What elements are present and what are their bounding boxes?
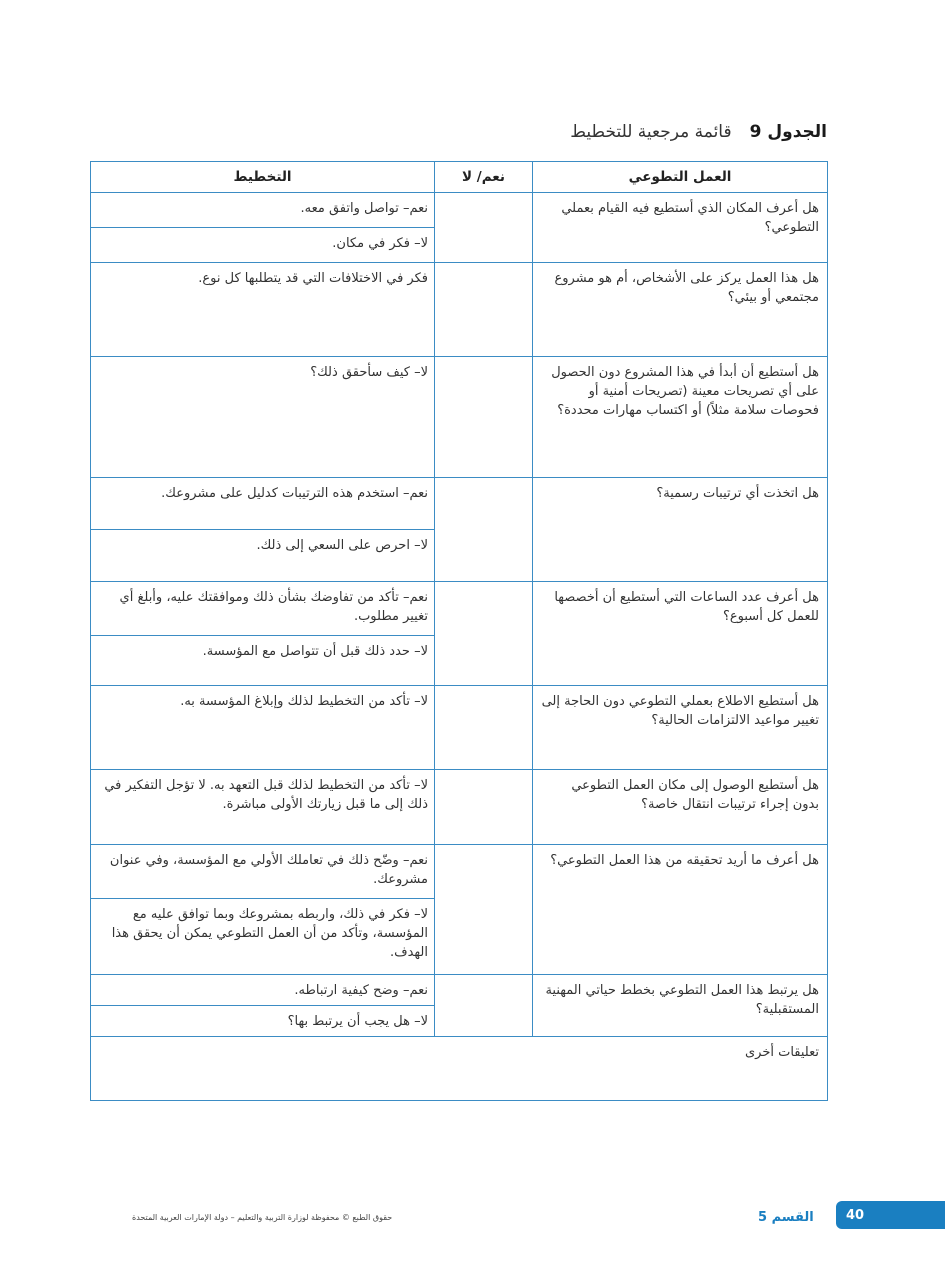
header-volunteer-work: العمل التطوعي xyxy=(533,162,828,193)
plan-cell: لا– حدد ذلك قبل أن تتواصل مع المؤسسة. xyxy=(91,636,435,686)
other-comments-cell[interactable]: تعليقات أخرى xyxy=(91,1037,828,1101)
question-cell: هل أعرف ما أريد تحقيقه من هذا العمل التطوعي؟ xyxy=(533,845,828,975)
question-cell: هل هذا العمل يركز على الأشخاص، أم هو مشروع مجتمعي أو بيئي؟ xyxy=(533,263,828,357)
yes-no-cell[interactable] xyxy=(435,582,533,686)
question-cell: هل أعرف المكان الذي أستطيع فيه القيام بعملي التطوعي؟ xyxy=(533,193,828,263)
plan-cell: فكر في الاختلافات التي قد يتطلبها كل نوع. xyxy=(91,263,435,357)
question-cell: هل أستطيع الوصول إلى مكان العمل التطوعي بدون إجراء ترتيبات انتقال خاصة؟ xyxy=(533,770,828,845)
planning-checklist-table xyxy=(90,161,828,1101)
plan-cell: نعم– استخدم هذه الترتيبات كدليل على مشروعك. xyxy=(91,478,435,530)
header-row xyxy=(91,162,828,193)
table-label: الجدول 9 xyxy=(749,122,827,142)
yes-no-cell[interactable] xyxy=(435,263,533,357)
yes-no-cell[interactable] xyxy=(435,770,533,845)
question-cell: هل أستطيع أن أبدأ في هذا المشروع دون الحصول على أي تصريحات معينة (تصريحات أمنية أو فحوصات سلامة مثلاً) أو اكتساب مهارات محددة؟ xyxy=(533,357,828,478)
question-cell: هل أعرف عدد الساعات التي أستطيع أن أخصصها للعمل كل أسبوع؟ xyxy=(533,582,828,686)
table-row xyxy=(91,770,828,845)
table-row xyxy=(91,478,828,530)
plan-cell: نعم– وضح كيفية ارتباطه. xyxy=(91,975,435,1006)
table-row xyxy=(91,686,828,770)
plan-cell: نعم– تأكد من تفاوضك بشأن ذلك وموافقتك عليه، وأبلغ أي تغيير مطلوب. xyxy=(91,582,435,636)
table-row xyxy=(91,263,828,357)
plan-cell: لا– هل يجب أن يرتبط بها؟ xyxy=(91,1006,435,1037)
copyright-notice: حقوق الطبع © محفوظة لوزارة التربية والتعليم – دولة الإمارات العربية المتحدة xyxy=(132,1213,393,1222)
plan-cell: لا– كيف سأحقق ذلك؟ xyxy=(91,357,435,478)
plan-cell: لا– فكر في مكان. xyxy=(91,228,435,263)
plan-cell: لا– تأكد من التخطيط لذلك وإبلاغ المؤسسة به. xyxy=(91,686,435,770)
yes-no-cell[interactable] xyxy=(435,686,533,770)
yes-no-cell[interactable] xyxy=(435,845,533,975)
header-yes-no: نعم/ لا xyxy=(435,162,533,193)
yes-no-cell[interactable] xyxy=(435,478,533,582)
table-row xyxy=(91,582,828,636)
table-title: قائمة مرجعية للتخطيط xyxy=(570,122,732,142)
section-label: القسم 5 xyxy=(758,1210,814,1225)
table-row xyxy=(91,845,828,899)
yes-no-cell[interactable] xyxy=(435,193,533,263)
yes-no-cell[interactable] xyxy=(435,357,533,478)
comments-row xyxy=(91,1037,828,1101)
table-row xyxy=(91,193,828,228)
table-caption xyxy=(570,122,827,142)
header-planning: التخطيط xyxy=(91,162,435,193)
plan-cell: لا– فكر في ذلك، واربطه بمشروعك وبما توافق عليه مع المؤسسة، وتأكد من أن العمل التطوعي يمكن أن يحقق هذا الهدف. xyxy=(91,899,435,975)
table-row xyxy=(91,357,828,478)
question-cell: هل يرتبط هذا العمل التطوعي بخطط حياتي المهنية المستقبلية؟ xyxy=(533,975,828,1037)
page-number: 40 xyxy=(846,1208,865,1223)
plan-cell: نعم– وضّح ذلك في تعاملك الأولي مع المؤسسة، وفي عنوان مشروعك. xyxy=(91,845,435,899)
plan-cell: نعم– تواصل واتفق معه. xyxy=(91,193,435,228)
table-row xyxy=(91,975,828,1006)
plan-cell: لا– تأكد من التخطيط لذلك قبل التعهد به. لا تؤجل التفكير في ذلك إلى ما قبل زيارتك الأولى مباشرة. xyxy=(91,770,435,845)
question-cell: هل اتخذت أي ترتيبات رسمية؟ xyxy=(533,478,828,582)
yes-no-cell[interactable] xyxy=(435,975,533,1037)
question-cell: هل أستطيع الاطلاع بعملي التطوعي دون الحاجة إلى تغيير مواعيد الالتزامات الحالية؟ xyxy=(533,686,828,770)
plan-cell: لا– احرص على السعي إلى ذلك. xyxy=(91,530,435,582)
